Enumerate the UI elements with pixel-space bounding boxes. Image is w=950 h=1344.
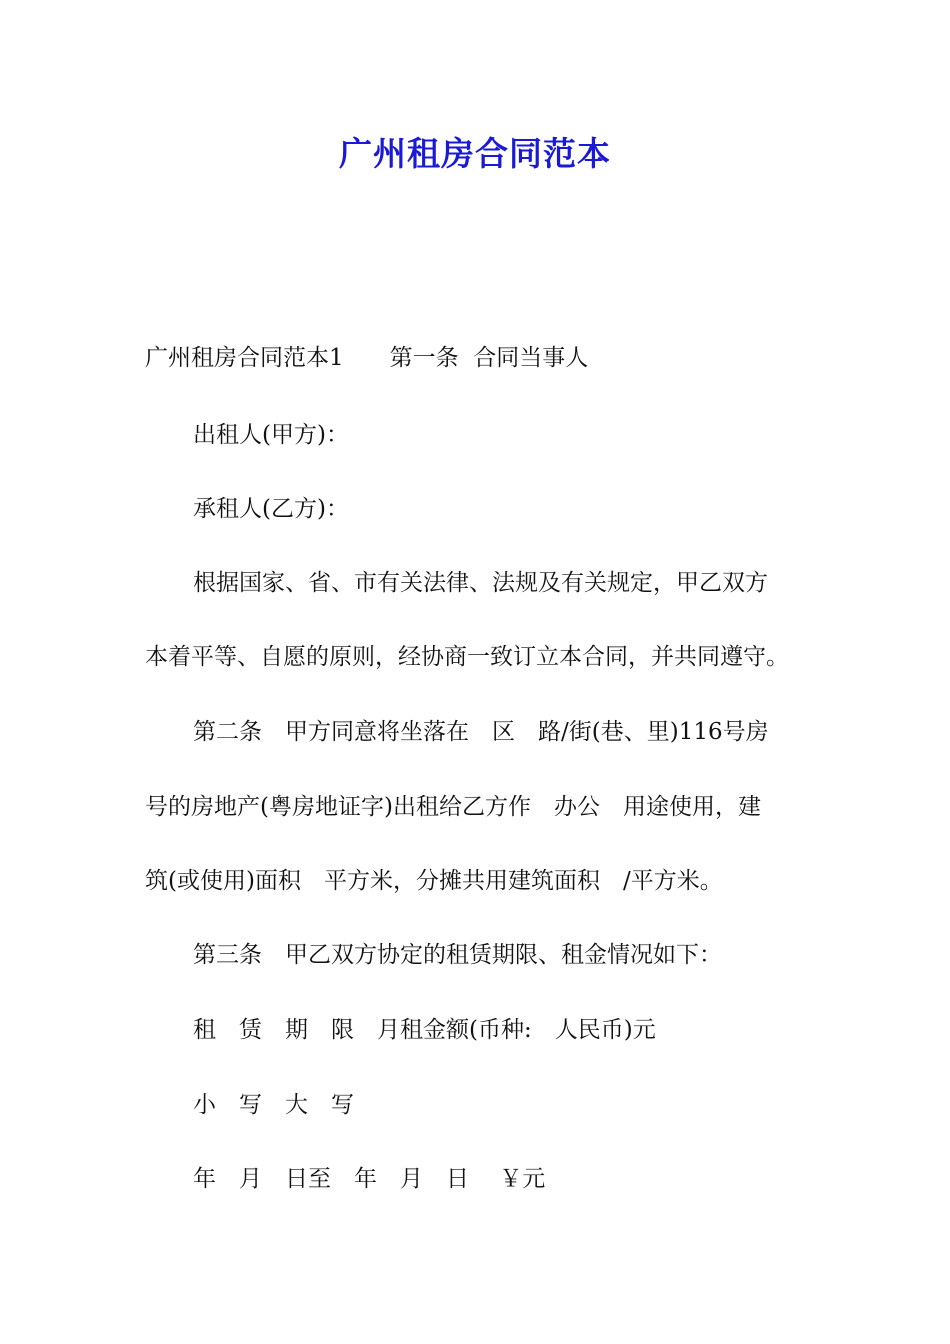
lessor-line: 出租人(甲方)： <box>193 422 349 448</box>
date-range-line: 年 月 日至 年 月 日 ￥元 <box>193 1166 546 1192</box>
preamble-line-1: 根据国家、省、市有关法律、法规及有关规定，甲乙双方 <box>193 570 768 596</box>
article-2-line-2: 号的房地产(粤房地证字)出租给乙方作 办公 用途使用，建 <box>145 794 761 820</box>
article-2-line-1: 第二条 甲方同意将坐落在 区 路/街(巷、里)116号房 <box>193 719 769 745</box>
document-title: 广州租房合同范本 <box>339 134 611 173</box>
preamble-line-2: 本着平等、自愿的原则，经协商一致订立本合同，并共同遵守。 <box>145 644 789 670</box>
contract-heading-line: 广州租房合同范本1 第一条 合同当事人 <box>145 345 589 371</box>
article-3-line: 第三条 甲乙双方协定的租赁期限、租金情况如下： <box>193 942 722 968</box>
amount-case-header: 小 写 大 写 <box>193 1092 354 1118</box>
lease-term-header: 租 赁 期 限 月租金额(币种: 人民币)元 <box>193 1017 656 1043</box>
lessee-line: 承租人(乙方)： <box>193 496 349 522</box>
article-2-line-3: 筑(或使用)面积 平方米，分摊共用建筑面积 /平方米。 <box>145 868 723 894</box>
